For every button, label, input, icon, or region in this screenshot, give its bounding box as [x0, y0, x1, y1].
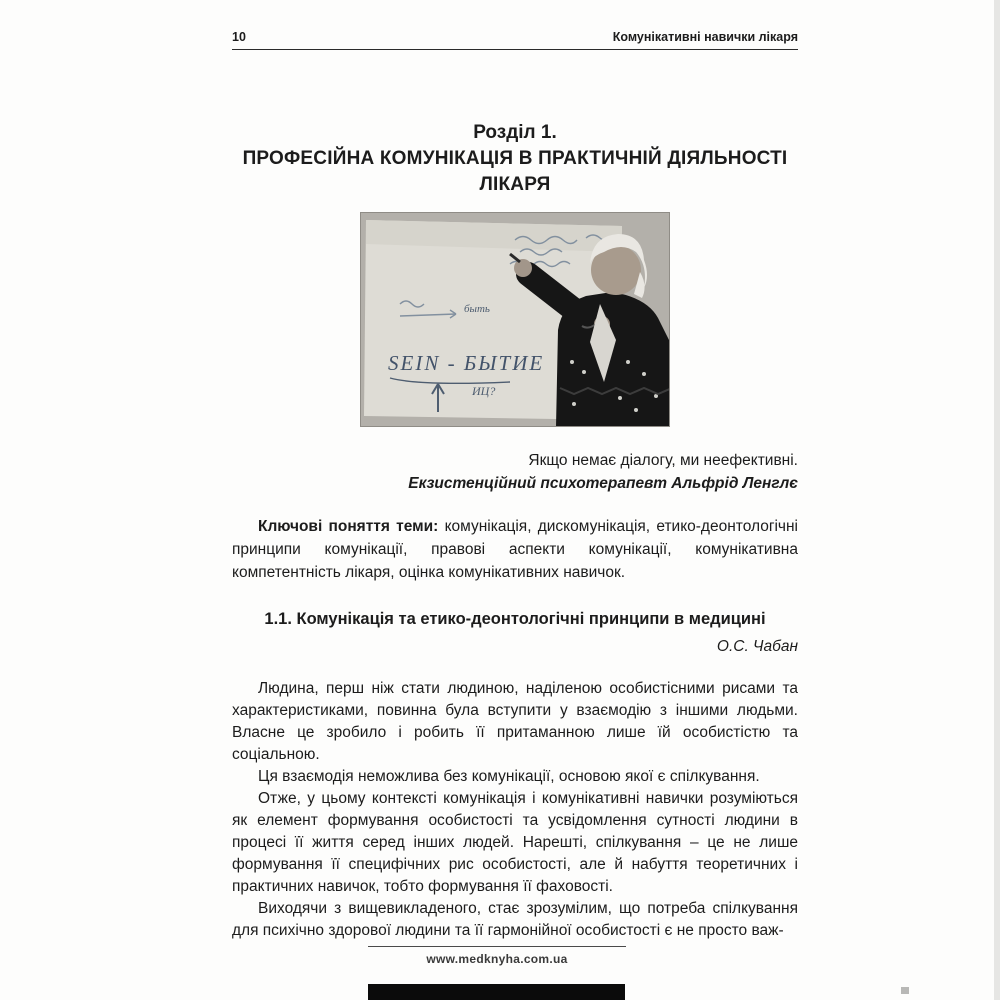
header-rule	[232, 49, 798, 50]
section-author: О.С. Чабан	[716, 638, 798, 655]
chapter-title: ПРОФЕСІЙНА КОМУНІКАЦІЯ В ПРАКТИЧНІЙ ДІЯЛЬНОСТІ ЛІКАРЯ	[242, 148, 788, 195]
board-text-bottom: ИЦ?	[472, 384, 496, 398]
board-text-small: быть	[464, 303, 490, 315]
page-number: 10	[232, 30, 246, 44]
paragraph-3: Отже, у цьому контексті комунікація і комунікативні навички розуміються як елемент формування особистості та усвідомлення сутності людини в процесі її життя серед інших людей. Нарешті, спілкування – це не лише формування її специфічних рис особистості, але й набуття теоретичних і практичних навичок, тобто формування її фаховості.	[232, 790, 798, 895]
paragraph-1: Людина, перш ніж стати людиною, наділеною особистісними рисами та характеристиками, повинна була вступити у взаємодію з іншими людьми. Власне це зробило і робить її притаманною лише їй особистістю та соціальною.	[232, 680, 798, 763]
body-text	[232, 678, 798, 942]
page-header	[232, 0, 798, 44]
footer-rule	[368, 946, 626, 947]
epigraph-attribution: Екзистенційний психотерапевт Альфрід Ленглє	[408, 475, 798, 492]
key-concepts-paragraph	[232, 515, 798, 584]
running-title: Комунікативні навички лікаря	[612, 30, 798, 44]
chapter-heading	[232, 120, 798, 198]
board-text-main: SEIN - БЫТИЕ	[388, 351, 545, 375]
page-footer	[368, 946, 626, 966]
epigraph	[232, 449, 798, 495]
section-heading: 1.1. Комунікація та етико-деонтологічні принципи в медицині	[264, 610, 766, 628]
lecture-photo	[360, 212, 670, 427]
hand	[514, 259, 532, 277]
lecture-photo-graphic	[360, 212, 670, 427]
epigraph-quote: Якщо немає діалогу, ми неефективні.	[528, 452, 798, 469]
scan-artifact-dot	[901, 987, 909, 994]
footer-url: www.medknyha.com.ua	[426, 952, 568, 966]
paragraph-4: Виходячи з вищевикладеного, стає зрозумілим, що потреба спілкування для психічно здорової людини та її гармонійної особистості є не просто важ-	[232, 900, 798, 939]
chapter-label: Розділ 1.	[473, 122, 557, 143]
key-concepts-lead: Ключові поняття теми:	[258, 518, 439, 535]
key-concepts-text: комунікація, дискомунікація, етико-деонтологічні принципи комунікації, правові аспекти комунікації, комунікативна компетентність лікаря, оцінка комунікативних навичок.	[232, 518, 798, 581]
scan-artifact-bar	[368, 984, 625, 1000]
paragraph-2: Ця взаємодія неможлива без комунікації, основою якої є спілкування.	[258, 768, 760, 785]
